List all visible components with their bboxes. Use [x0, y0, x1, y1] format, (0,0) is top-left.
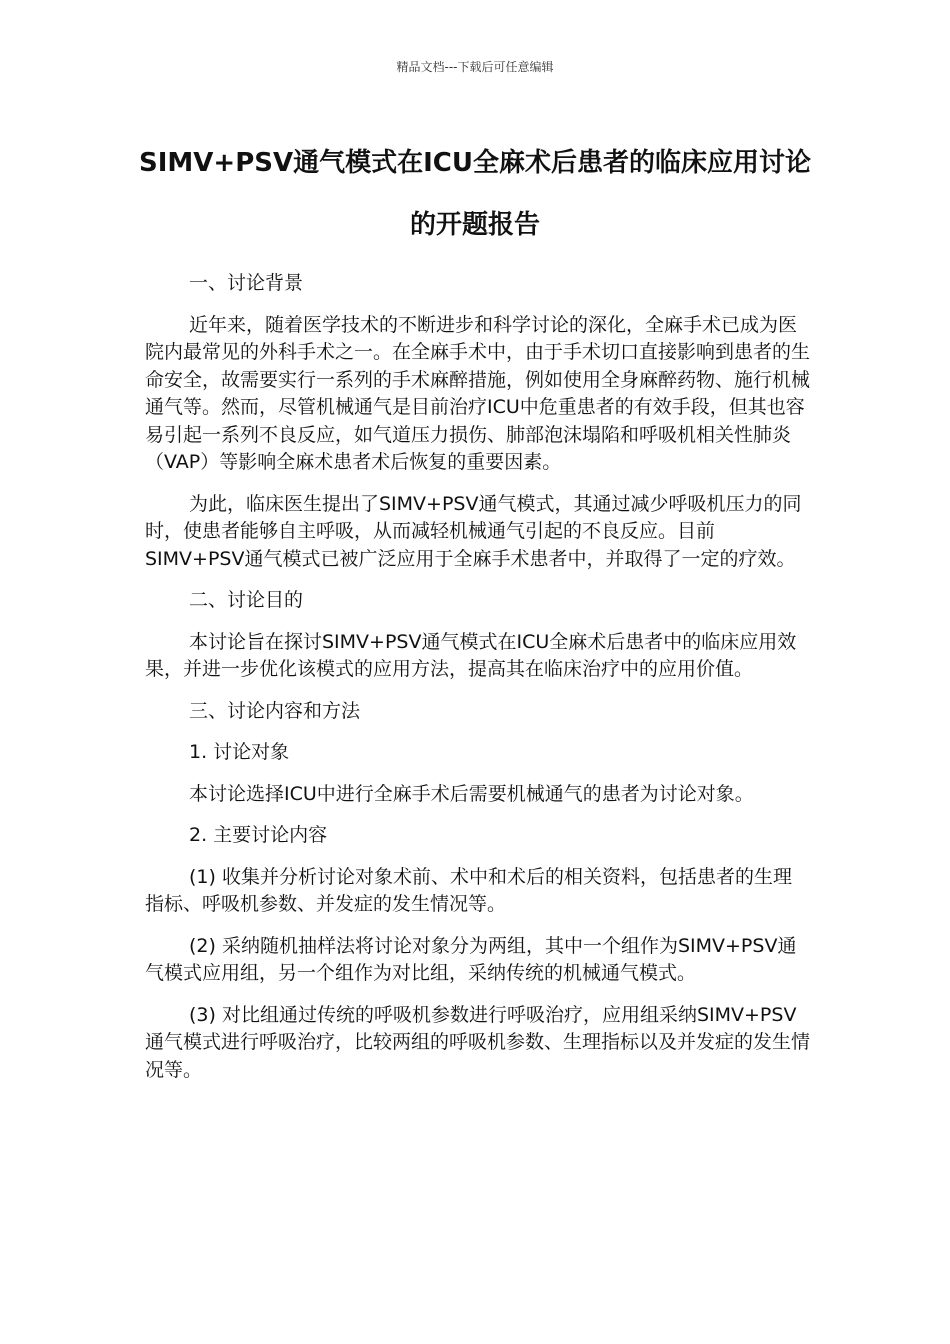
list-item-3: (3) 对比组通过传统的呼吸机参数进行呼吸治疗，应用组采纳SIMV+PSV通气模式进行呼吸治疗，比较两组的呼吸机参数、生理指标以及并发症的发生情况等。 [145, 1003, 811, 1081]
paragraph-background-2: 为此，临床医生提出了SIMV+PSV通气模式，其通过减少呼吸机压力的同时，使患者能够自主呼吸，从而减轻机械通气引起的不良反应。目前SIMV+PSV通气模式已被广泛应用于全麻手术患者中，并取得了一定的疗效。 [145, 492, 802, 570]
paragraph-subjects: 本讨论选择ICU中进行全麻手术后需要机械通气的患者为讨论对象。 [189, 782, 754, 805]
section-heading-background: 一、讨论背景 [189, 272, 304, 294]
page-header: 精品文档---下载后可任意编辑 [396, 60, 554, 74]
subheading-subjects: 1. 讨论对象 [189, 741, 290, 763]
list-item-1: (1) 收集并分析讨论对象术前、术中和术后的相关资料，包括患者的生理指标、呼吸机参数、并发症的发生情况等。 [145, 865, 792, 915]
list-item-2: (2) 采纳随机抽样法将讨论对象分为两组，其中一个组作为SIMV+PSV通气模式应用组，另一个组作为对比组，采纳传统的机械通气模式。 [145, 934, 797, 984]
subheading-main-content: 2. 主要讨论内容 [189, 824, 328, 846]
paragraph-purpose: 本讨论旨在探讨SIMV+PSV通气模式在ICU全麻术后患者中的临床应用效果，并进一步优化该模式的应用方法，提高其在临床治疗中的应用价值。 [145, 630, 797, 680]
document-title: SIMV+PSV通气模式在ICU全麻术后患者的临床应用讨论的开题报告 [139, 148, 811, 240]
document-body [145, 270, 810, 1098]
paragraph-background-1: 近年来，随着医学技术的不断进步和科学讨论的深化，全麻手术已成为医院内最常见的外科手术之一。在全麻手术中，由于手术切口直接影响到患者的生命安全，故需要实行一系列的手术麻醉措施，例如使用全身麻醉药物、施行机械通气等。然而，尽管机械通气是目前治疗ICU中危重患者的有效手段，但其也容易引起一系列不良反应，如气道压力损伤、肺部泡沫塌陷和呼吸机相关性肺炎（VAP）等影响全麻术患者术后恢复的重要因素。 [145, 313, 811, 473]
section-heading-purpose: 二、讨论目的 [189, 589, 304, 611]
section-heading-methods: 三、讨论内容和方法 [189, 699, 361, 722]
